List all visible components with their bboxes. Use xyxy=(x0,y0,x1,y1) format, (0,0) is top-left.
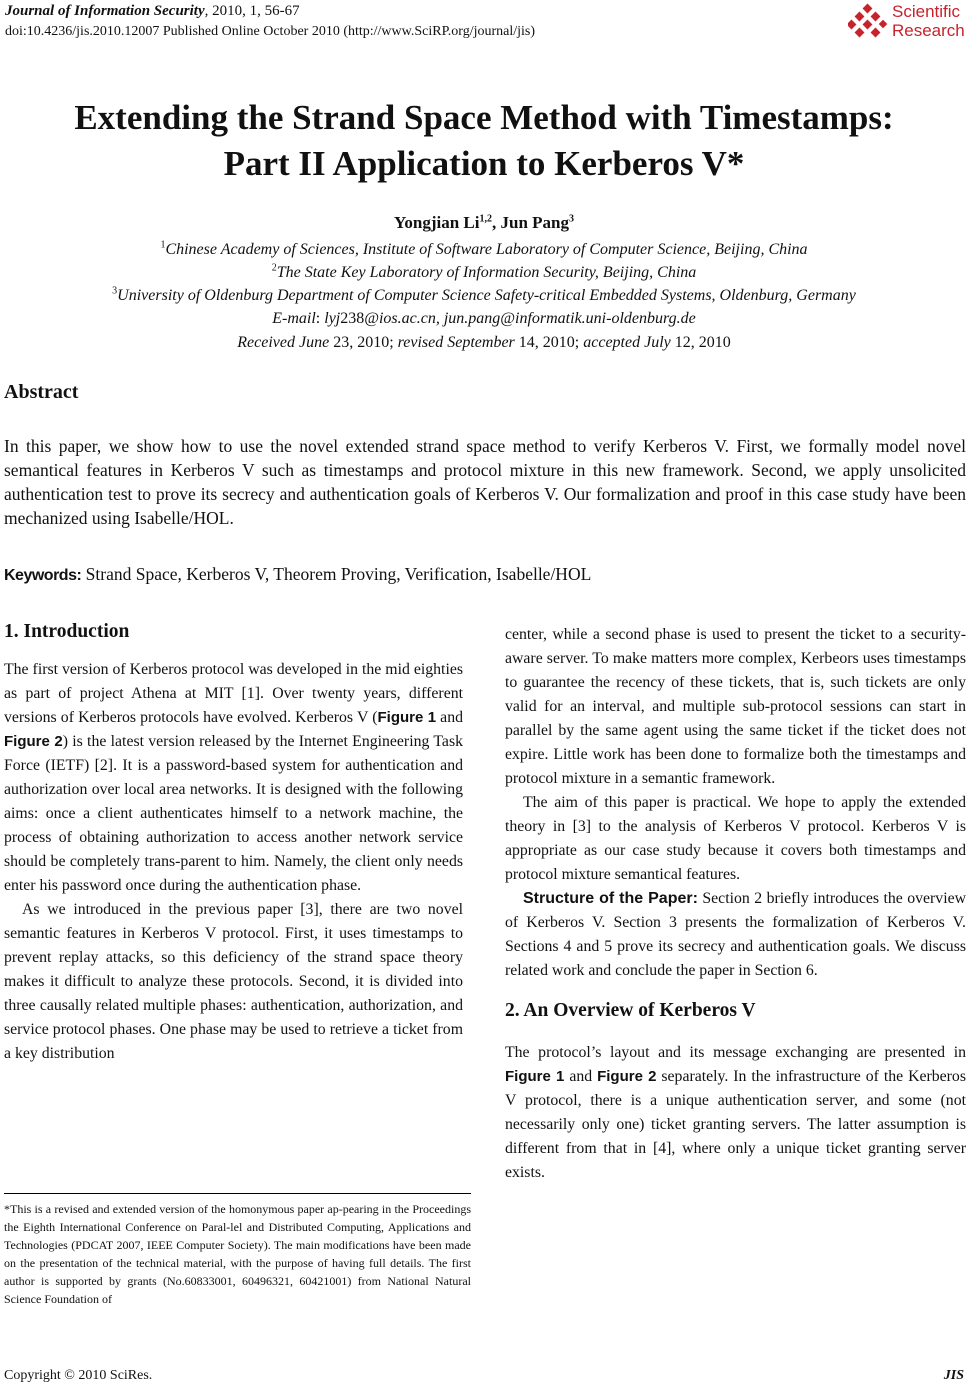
abstract-text: In this paper, we show how to use the novel extended strand space method to verify Kerberos V. First, we formally model novel semantical features in Kerberos V such as timestamps and protocol mixture in this new framework. Second, we apply unsolicited authentication test to prove its secrecy and authentication goals of Kerberos V. Our formalization and proof in this case study have been mechanized using Isabelle/HOL. xyxy=(4,436,966,528)
title-line-2: Part II Application to Kerberos V* xyxy=(223,144,745,183)
right-paragraph-3: Structure of the Paper: Section 2 briefly introduces the overview of Kerberos V. Section 3 presents the formalization of Kerberos V. Sections 4 and 5 prove its secrecy and authentication goals. We discuss related work and conclude the paper in Section 6. xyxy=(505,890,966,979)
title-line-1: Extending the Strand Space Method with Timestamps: xyxy=(74,98,894,137)
logo-line-2: Research xyxy=(892,21,965,40)
figure-2-ref-2[interactable]: Figure 2 xyxy=(597,1068,657,1085)
author-2-affil: 3 xyxy=(569,213,574,225)
right-paragraph-2: The aim of this paper is practical. We hope to apply the extended theory in [3] to the analysis of Kerberos V protocol. Kerberos V is appropriate as our case study because it covers both timestamps and protocol mixture semantical features. xyxy=(505,794,966,883)
dates-line: Received June 23, 2010; revised September 14, 2010; accepted July 12, 2010 xyxy=(237,334,731,351)
section-2-paragraph-1: The protocol’s layout and its message exchanging are presented in Figure 1 and Figure 2 separately. In the infrastructure of the Kerberos V protocol, there is a unique authentication server, and some (not necessarily only one) ticket granting servers. The latter assumption is different from that in [4], where only a unique ticket granting server exists. xyxy=(505,1044,966,1181)
section-1-paragraph-1: The first version of Kerberos protocol was developed in the mid eighties as part of project Athena at MIT [1]. Over twenty years, different versions of Kerberos protocols have evolved. Kerberos V (Figure 1 and Figure 2) is the latest version released by the Internet Engineering Task Force (IETF) [2]. It is a password-based system for authentication and authorization over local area networks. It is designed with the following aims: once a client authenticates himself to a network machine, the process of obtaining authorization to access another network service should be completely trans-parent to him. Namely, the client only needs enter his password once during the authentication phase. xyxy=(4,661,463,894)
journal-name: Journal of Information Security xyxy=(5,3,205,19)
affiliation-1: $^1$Chinese Academy of Sciences, Institute of Software Laboratory of Computer Science, Beijing, China xyxy=(160,239,808,258)
footnote: *This is a revised and extended version of the homonymous paper ap-pearing in the Proceedings the Eighth International Conference on Paral-lel and Distributed Computing, Applications and Technologies (PDCAT 2007, IEEE Computer Society). The main modifications have been made on the presentation of the technical material, with the purpose of having full details. The first author is supported by grants (No.60833001, 60496321, 60421001) from National Natural Science Foundation of xyxy=(4,1202,471,1306)
logo-mark-icon xyxy=(848,3,888,43)
figure-1-ref-2[interactable]: Figure 1 xyxy=(505,1068,565,1085)
paper-title xyxy=(0,95,968,187)
journal-citation xyxy=(5,3,300,20)
author-list xyxy=(0,213,968,233)
left-column xyxy=(4,620,463,1066)
journal-abbreviation: JIS xyxy=(943,1368,964,1383)
figure-1-ref[interactable]: Figure 1 xyxy=(377,709,437,726)
keywords-label: Keywords: xyxy=(4,567,82,584)
section-1-paragraph-2: As we introduced in the previous paper [3], there are two novel semantic features in Kerberos V protocol. First, it uses timestamps to prevent replay attacks, so this deficiency of the strand space theory makes it difficult to analyze these protocols. Second, it is divided into three causally related multiple phases: authentication, authorization, and service protocol phases. One phase may be used to retrieve a ticket from a key distribution xyxy=(4,901,463,1062)
figure-2-ref[interactable]: Figure 2 xyxy=(4,733,63,750)
author-1: Yongjian Li xyxy=(394,213,480,232)
abstract-heading: Abstract xyxy=(4,381,79,403)
email-line: E-mail: lyj238@ios.ac.cn, jun.pang@informatik.uni-oldenburg.de xyxy=(272,310,696,327)
structure-label: Structure of the Paper: xyxy=(523,890,698,907)
right-paragraph-1: center, while a second phase is used to present the ticket to a security-aware server. To make matters more complex, Kerbeors uses timestamps to guarantee the recency of these tickets, that is, such tickets are only valid for an interval, and multiple sub-protocol sessions can start in parallel by the same agent using the same ticket if the ticket does not expire. Little work has been done to formalize both the timestamps and protocol mixture in a semantic framework. xyxy=(505,626,966,787)
journal-issue: , 2010, 1, 56-67 xyxy=(204,3,300,19)
logo-text xyxy=(892,2,965,40)
keywords xyxy=(4,564,591,585)
keywords-text: Strand Space, Kerberos V, Theorem Proving, Verification, Isabelle/HOL xyxy=(81,564,592,584)
affiliation-3: $^3$University of Oldenburg Department of Computer Science Safety-critical Embedded Systems, Oldenburg, Germany xyxy=(112,285,856,304)
section-2-heading: 2. An Overview of Kerberos V xyxy=(505,1000,756,1021)
section-1-heading: 1. Introduction xyxy=(4,621,130,642)
doi-line: doi:10.4236/jis.2010.12007 Published Online October 2010 (http://www.SciRP.org/journal/jis) xyxy=(5,24,536,39)
affiliation-2: $^2$The State Key Laboratory of Information Security, Beijing, China xyxy=(271,262,697,281)
author-1-affil: 1,2 xyxy=(479,213,492,225)
copyright: Copyright © 2010 SciRes. xyxy=(4,1368,153,1383)
author-2: , Jun Pang xyxy=(492,213,569,232)
footnote-divider xyxy=(4,1193,471,1194)
logo-line-1: Scientific xyxy=(892,2,961,21)
scientific-research-logo xyxy=(846,2,968,44)
right-column xyxy=(505,623,966,1185)
